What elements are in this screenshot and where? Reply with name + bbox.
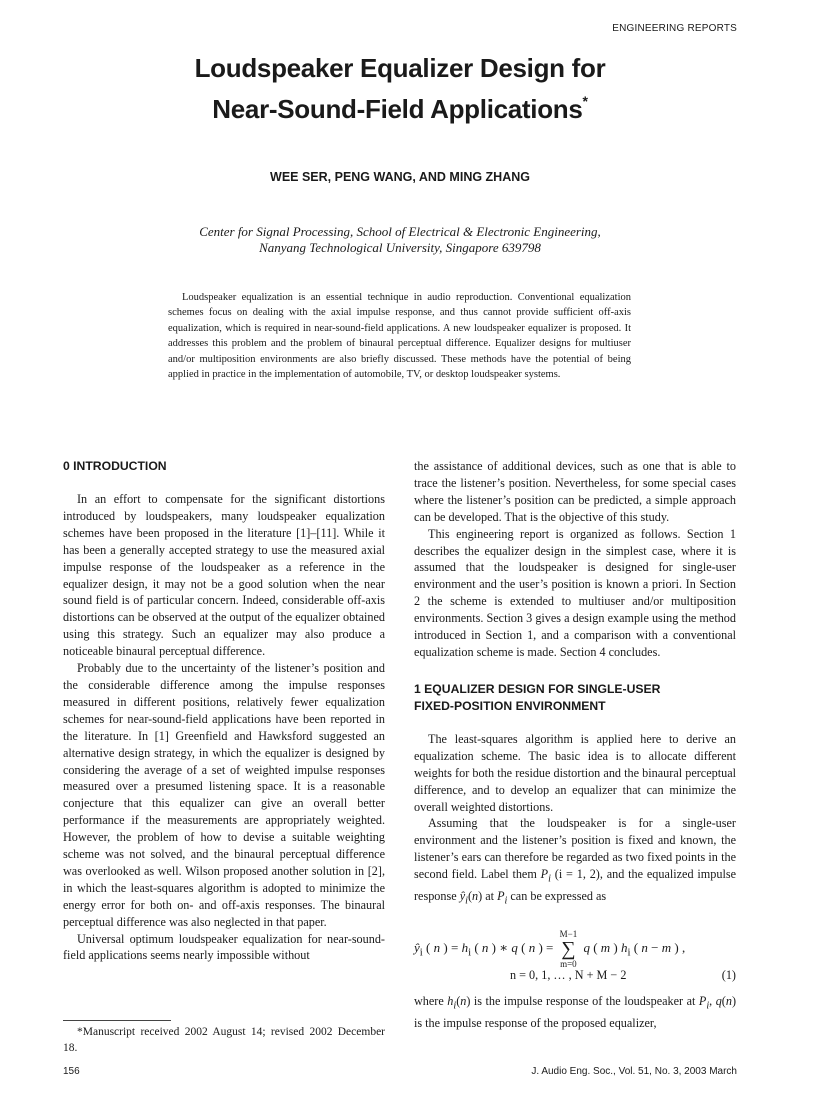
footnote-rule [63,1020,171,1021]
section-0-heading: 0 INTRODUCTION [63,459,167,473]
footnote: *Manuscript received 2002 August 14; revised 2002 December 18. [63,1026,385,1054]
section-1-heading-line-2: FIXED-POSITION ENVIRONMENT [414,698,606,713]
section-1-paragraph-3: where $h_i(n)$ is the impulse response of the loudspeaker at $P_i$, q(n) is the impulse response of the proposed equalizer, [414,993,736,1031]
section-1-heading-line-1: 1 EQUALIZER DESIGN FOR SINGLE-USER [414,681,661,696]
right-column [414,458,736,1032]
authors: WEE SER, PENG WANG, AND MING ZHANG [270,170,530,184]
title-footnote-mark: * [582,93,588,109]
affiliation-line-1: Center for Signal Processing, School of Electrical & Electronic Engineering, [199,224,601,239]
section-1-heading [414,681,736,715]
equation-1-expression: $ŷ_i$ ( n ) = $h_i$ ( n ) ∗ q ( n ) = M−1 ∑ m=0 q ( m ) $h_i$ ( n − m ) , [414,928,686,969]
equation-1-condition: n = 0, 1, … , N + M − 2 [510,967,627,982]
intro-paragraph-4: This engineering report is organized as follows. Section 1 describes the equalizer design in the simplest case, where it is assumed that the loudspeaker is designed for single-user environment and the user’s position is known a priori. In Section 2 the scheme is extended to multiuser and/or multiposition environments. Section 3 gives a design example using the method introduced in Section 1, and a comparison with a conventional equalization scheme is made. Section 4 concludes. [414,526,736,659]
left-column [63,458,385,964]
section-1-paragraph-2: Assuming that the loudspeaker is for a single-user environment and the listener’s position is fixed and known, the listener’s ears can therefore be regarded as two fixed points in the second field. Label them $P_i$ (i = 1, 2), and the equalized impulse response $ŷ_i(n)$ at $P_i$ can be expressed as [414,816,736,907]
summation-symbol: M−1 ∑ m=0 [559,928,578,969]
title-line-2: Near-Sound-Field Applications [212,94,583,124]
equation-1 [414,915,736,993]
intro-paragraph-3-continued: the assistance of additional devices, such as one that is able to trace the listener’s position. Nevertheless, for some special cases where the listener’s position can be predicted, a simple approach can be developed. That is the objective of this study. [414,459,736,524]
affiliation-line-2: Nanyang Technological University, Singapore 639798 [259,240,541,255]
abstract: Loudspeaker equalization is an essential technique in audio reproduction. Conventional equalization schemes focus on dealing with the axial impulse response, and thus cannot provide sufficient off-axis equalization, which is required in near-sound-field applications. A new loudspeaker equalizer is proposed. It addresses this problem and the problem of binaural perceptual difference. Equalizer designs for multiuser and/or multiposition environments are also briefly discussed. These methods have the potential of being applied in practice in the implementation of automobile, TV, or desktop loudspeaker systems. [168,292,631,381]
intro-paragraph-3: Universal optimum loudspeaker equalization for near-sound-field applications seems nearly impossible without [63,931,385,963]
affiliation [0,224,800,256]
intro-paragraph-2: Probably due to the uncertainty of the listener’s position and the considerable difference among the impulse responses measured in different positions, relatively fewer equalization schemes for near-sound-field applications have been reported in the literature. In [1] Greenfield and Hawksford suggested an alternative design strategy, in which the equalizer is designed by considering the average of a set of weighted impulse responses measured over a presumed listening space. It is a reasonable conjecture that this equalizer can give an overall better performance if the measurements are appropriately weighted. However, the problem of how to devise a suitable weighting scheme was not solved, and the binaural perceptual difference was overlooked as well. Wilson proposed another solution in [2], in which the least-squares algorithm is adopted to minimize the energy error for both on- and off-axis responses. The binaural perceptual difference was also neglected in that paper. [63,661,385,929]
equation-1-number: (1) [721,967,736,982]
paper-title [0,52,800,126]
page-number: 156 [63,1066,80,1077]
title-line-1: Loudspeaker Equalizer Design for [194,53,606,83]
intro-paragraph-1: In an effort to compensate for the significant distortions introduced by loudspeakers, many loudspeaker equalization schemes have been proposed in the literature [1]–[11]. While it has been a generally accepted strategy to use the measured axial impulse response of the loudspeaker as a reference in the equalizer design, it may not be a good solution when the near sound field is of particular concern. Indeed, considerable off-axis distortions can be observed at the output of the equalizer obtained using this strategy. Such an equalizer may also produce a noticeable binaural perceptual difference. [63,492,385,659]
section-1-paragraph-1: The least-squares algorithm is applied here to derive an equalization scheme. The basic idea is to allocate different weights for both the residue distortion and the binaural perceptual difference, and to develop an equalizer that can minimize the overall weighted distortions. [414,731,736,814]
running-header: ENGINEERING REPORTS [612,23,737,34]
running-footer: J. Audio Eng. Soc., Vol. 51, No. 3, 2003 March [531,1066,737,1077]
